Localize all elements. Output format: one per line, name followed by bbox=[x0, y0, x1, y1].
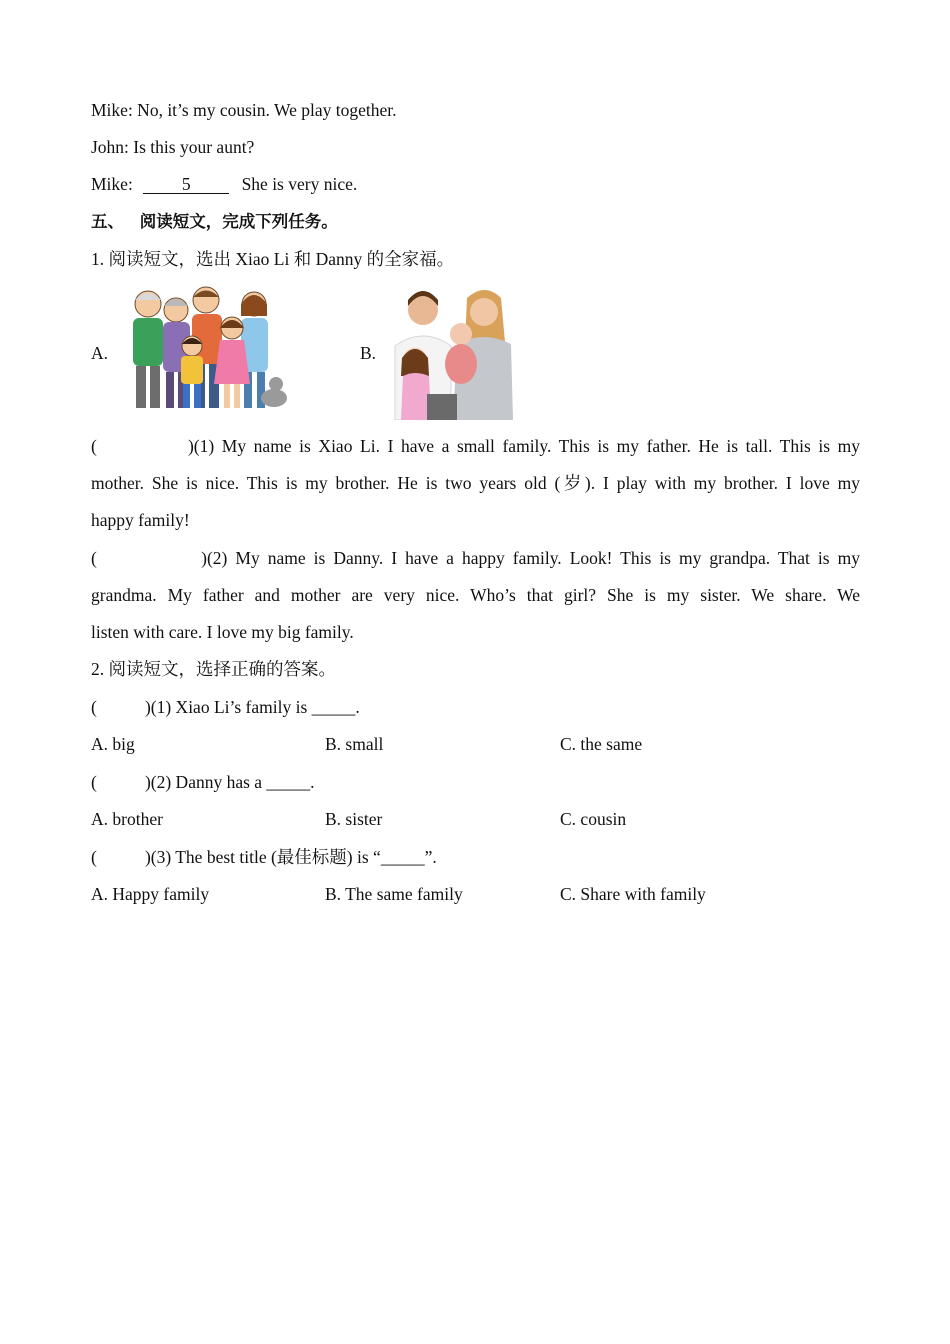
dialogue-line-3 bbox=[91, 173, 357, 195]
option-a-label: A. bbox=[91, 343, 109, 363]
q1-option-c[interactable]: C. the same bbox=[560, 734, 643, 754]
passage-2-line-1 bbox=[91, 547, 860, 569]
option-b-label: B. bbox=[360, 343, 377, 363]
big-family-illustration bbox=[120, 282, 292, 418]
speaker-label: Mike: bbox=[91, 174, 133, 194]
question-2-text: (2) Danny has a _____. bbox=[150, 772, 315, 792]
q3-option-a[interactable]: A. Happy family bbox=[91, 884, 210, 904]
answer-blank-5[interactable]: 5 bbox=[143, 175, 229, 194]
q1-option-a[interactable]: A. big bbox=[91, 734, 135, 754]
passage-2-text-1: (2) My name is Danny. I have a happy family. Look! This is my grandpa. That is my bbox=[206, 548, 860, 568]
question-1-text: (1) Xiao Li’s family is _____. bbox=[150, 697, 360, 717]
passage-2-line-2: grandma. My father and mother are very nice. Who’s that girl? She is my sister. We share. We bbox=[91, 585, 860, 605]
question-3-text: (3) The best title (最佳标题) is “_____”. bbox=[150, 847, 437, 867]
question-1-stem bbox=[91, 696, 360, 718]
small-family-photo bbox=[387, 284, 515, 420]
task2-prompt: 2. 阅读短文，选择正确的答案。 bbox=[91, 659, 336, 679]
question-2-stem bbox=[91, 771, 315, 793]
task1-prompt: 1. 阅读短文，选出 Xiao Li 和 Danny 的全家福。 bbox=[91, 249, 455, 269]
dialogue-line-3-text: She is very nice. bbox=[241, 174, 358, 194]
q3-option-b[interactable]: B. The same family bbox=[325, 884, 463, 904]
answer-paren-q1[interactable]: ( ) bbox=[91, 697, 151, 717]
passage-1-text-1: (1) My name is Xiao Li. I have a small family. This is my father. He is tall. This is my bbox=[193, 436, 861, 456]
q2-option-a[interactable]: A. brother bbox=[91, 809, 163, 829]
q2-option-b[interactable]: B. sister bbox=[325, 809, 383, 829]
passage-1-line-1 bbox=[91, 435, 860, 457]
answer-paren-2[interactable]: ( ) bbox=[91, 548, 207, 568]
passage-1-line-3: happy family! bbox=[91, 510, 190, 530]
dialogue-line-1: Mike: No, it’s my cousin. We play together. bbox=[91, 100, 397, 120]
q1-option-b[interactable]: B. small bbox=[325, 734, 384, 754]
answer-paren-q3[interactable]: ( ) bbox=[91, 847, 151, 867]
section-heading bbox=[91, 211, 338, 233]
q3-option-c[interactable]: C. Share with family bbox=[560, 884, 706, 904]
passage-1-line-2: mother. She is nice. This is my brother. He is two years old (岁). I play with my brother. I love my bbox=[91, 473, 860, 493]
passage-2-line-3: listen with care. I love my big family. bbox=[91, 622, 354, 642]
section-title: 阅读短文，完成下列任务。 bbox=[139, 212, 338, 231]
dialogue-line-2: John: Is this your aunt? bbox=[91, 137, 255, 157]
answer-paren-1[interactable]: ( ) bbox=[91, 436, 194, 456]
answer-paren-q2[interactable]: ( ) bbox=[91, 772, 151, 792]
question-3-stem bbox=[91, 846, 437, 868]
q2-option-c[interactable]: C. cousin bbox=[560, 809, 627, 829]
section-number: 五、 bbox=[91, 212, 124, 231]
